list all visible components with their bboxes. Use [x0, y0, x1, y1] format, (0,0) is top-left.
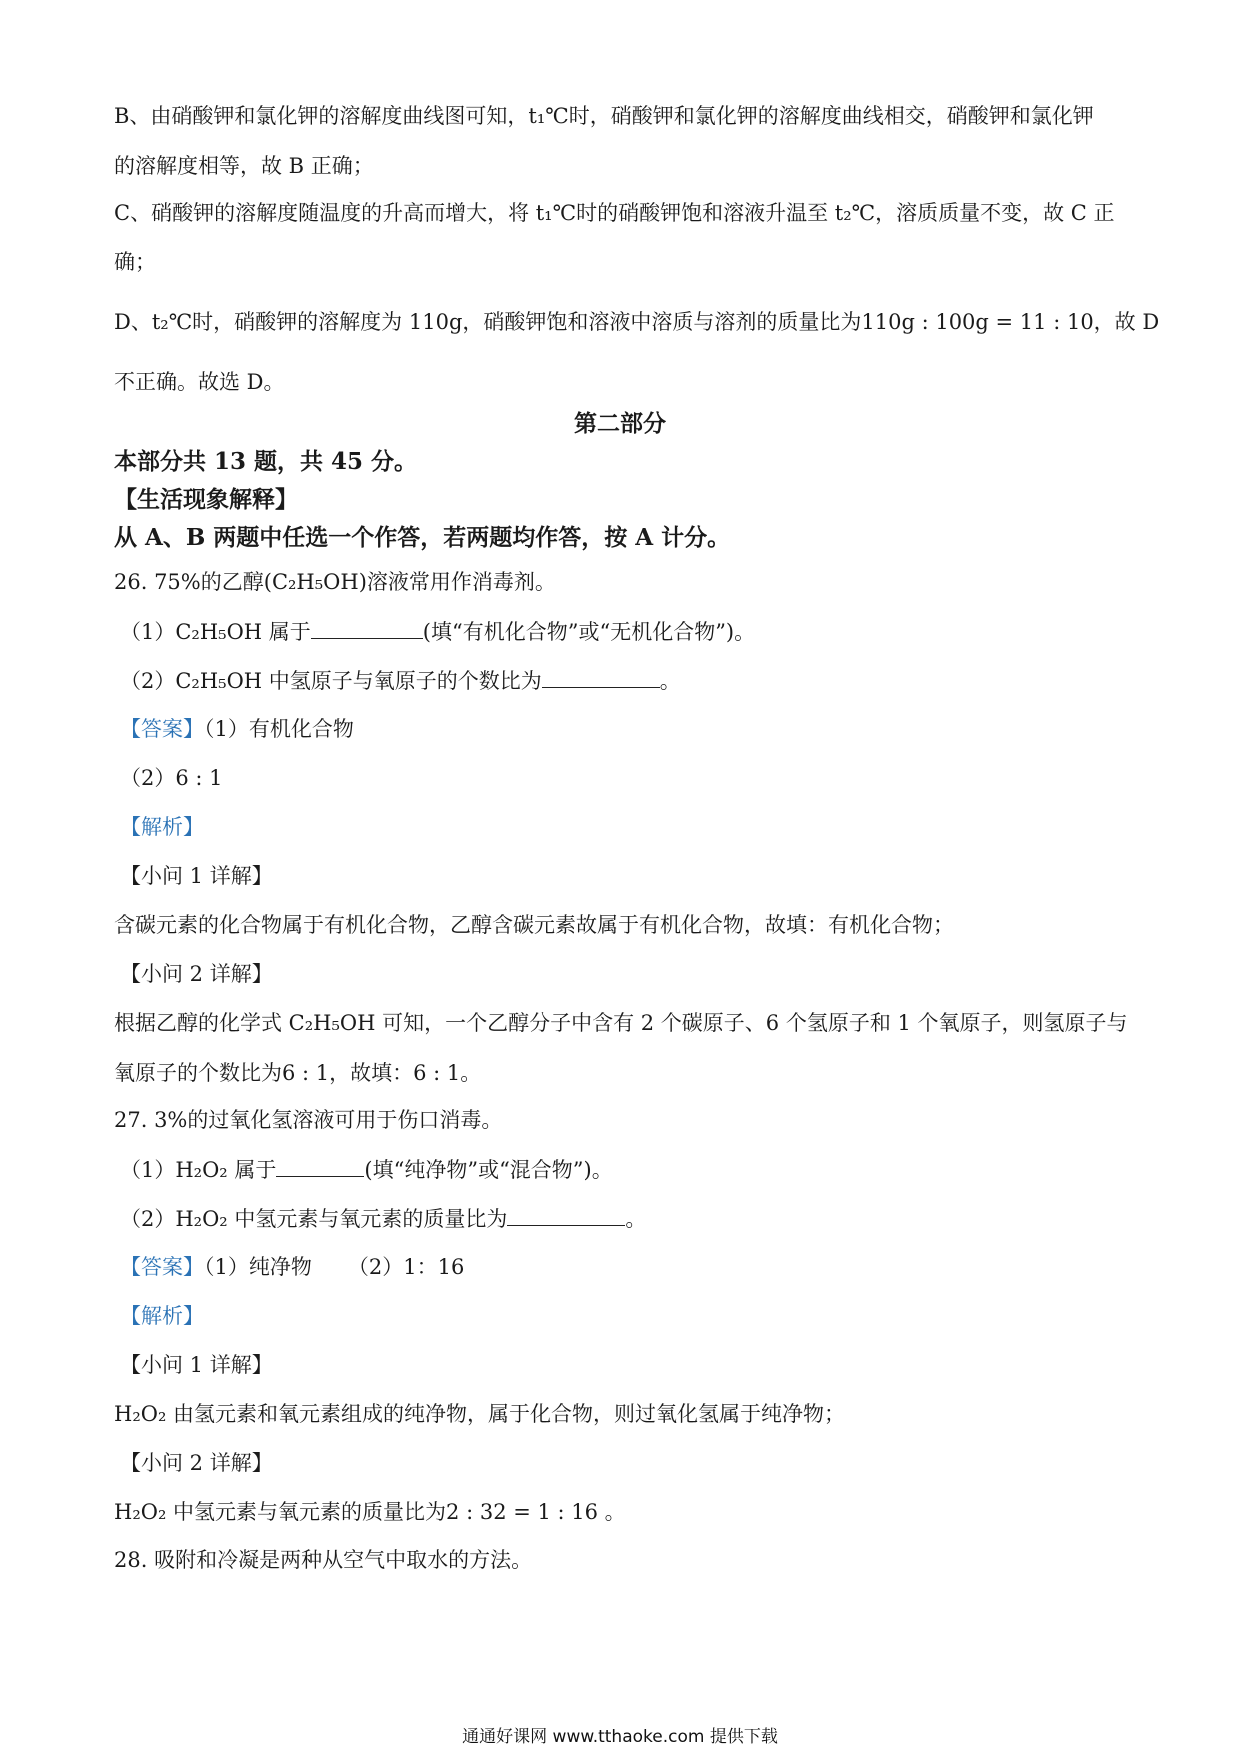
- q26-part2: [120, 665, 1130, 696]
- q27-blank-2: [507, 1203, 625, 1226]
- q27-sub1-title: 【小问 1 详解】: [120, 1353, 273, 1377]
- q26-answer-2: （2）6 : 1: [120, 766, 223, 790]
- option-c-line-1: C、硝酸钾的溶解度随温度的升高而增大，将 t₁℃时的硝酸钾饱和溶液升温至 t₂℃，溶质质量不变，故 C 正: [114, 201, 1115, 225]
- option-c-line-2: 确；: [114, 250, 156, 274]
- q26-analysis-tag: 【解析】: [120, 815, 204, 839]
- option-d-line-1: D、t₂℃时，硝酸钾的溶解度为 110g，硝酸钾饱和溶液中溶质与溶剂的质量比为110g : 100g = 11 : 10，故 D: [114, 310, 1160, 334]
- q26-answer-1: （1）有机化合物: [204, 717, 354, 741]
- q27-sub2-title: 【小问 2 详解】: [120, 1451, 273, 1475]
- q27-answer-2: （2）1：16: [347, 1255, 465, 1279]
- q27-answer-1: （1）纯净物: [204, 1255, 312, 1279]
- section-heading: 【生活现象解释】: [114, 486, 298, 513]
- q26-part2-suffix: 。: [659, 669, 681, 693]
- q27-analysis-tag: 【解析】: [120, 1304, 204, 1328]
- q26-answer: [120, 714, 1130, 744]
- q27-part1-suffix: (填“纯净物”或“混合物”)。: [364, 1158, 613, 1182]
- q26-sub2-title: 【小问 2 详解】: [120, 962, 273, 986]
- q26-part1-prefix: （1）C₂H₅OH 属于: [120, 620, 311, 644]
- q26-part1-suffix: (填“有机化合物”或“无机化合物”)。: [422, 620, 756, 644]
- q28-stem: 28. 吸附和冷凝是两种从空气中取水的方法。: [114, 1548, 533, 1572]
- q26-sub1-title: 【小问 1 详解】: [120, 864, 273, 888]
- q27-part1-prefix: （1）H₂O₂ 属于: [120, 1158, 277, 1182]
- section-summary: 本部分共 13 题，共 45 分。: [114, 448, 418, 475]
- option-b-line-1: B、由硝酸钾和氯化钾的溶解度曲线图可知，t₁℃时，硝酸钾和氯化钾的溶解度曲线相交，硝酸钾和氯化钾: [114, 104, 1094, 128]
- q27-sub1-text: H₂O₂ 由氢元素和氧元素组成的纯净物，属于化合物，则过氧化氢属于纯净物；: [114, 1402, 846, 1426]
- q27-part2-prefix: （2）H₂O₂ 中氢元素与氧元素的质量比为: [120, 1207, 508, 1231]
- q26-answer-tag: 【答案】: [120, 717, 204, 741]
- q26-blank-1: [311, 616, 423, 639]
- q27-blank-1: [276, 1154, 364, 1177]
- section-instruction: 从 A、B 两题中任选一个作答，若两题均作答，按 A 计分。: [114, 524, 731, 551]
- q27-part1: [120, 1154, 1130, 1185]
- q26-sub2-text-2: 氧原子的个数比为6 : 1，故填：6 : 1。: [114, 1061, 482, 1085]
- q26-sub1-text: 含碳元素的化合物属于有机化合物，乙醇含碳元素故属于有机化合物，故填：有机化合物；: [114, 913, 954, 937]
- option-d-line-2: 不正确。故选 D。: [114, 370, 285, 394]
- page-footer: 通通好课网 www.tthaoke.com 提供下载: [462, 1727, 778, 1747]
- q26-stem: 26. 75%的乙醇(C₂H₅OH)溶液常用作消毒剂。: [114, 570, 556, 594]
- section-title: 第二部分: [574, 410, 666, 437]
- q26-sub2-text-1: 根据乙醇的化学式 C₂H₅OH 可知，一个乙醇分子中含有 2 个碳原子、6 个氢原子和 1 个氧原子，则氢原子与: [114, 1011, 1128, 1035]
- q27-answer-tag: 【答案】: [120, 1255, 204, 1279]
- q26-blank-2: [542, 665, 660, 688]
- q27-stem: 27. 3%的过氧化氢溶液可用于伤口消毒。: [114, 1108, 503, 1132]
- option-b-line-2: 的溶解度相等，故 B 正确；: [114, 154, 374, 178]
- q27-part2-suffix: 。: [625, 1207, 647, 1231]
- q26-part1: [120, 616, 1130, 647]
- q27-sub2-text: H₂O₂ 中氢元素与氧元素的质量比为2 : 32 = 1 : 16 。: [114, 1500, 626, 1524]
- q26-part2-prefix: （2）C₂H₅OH 中氢原子与氧原子的个数比为: [120, 669, 542, 693]
- q27-answer: [120, 1252, 1130, 1282]
- q27-part2: [120, 1203, 1130, 1234]
